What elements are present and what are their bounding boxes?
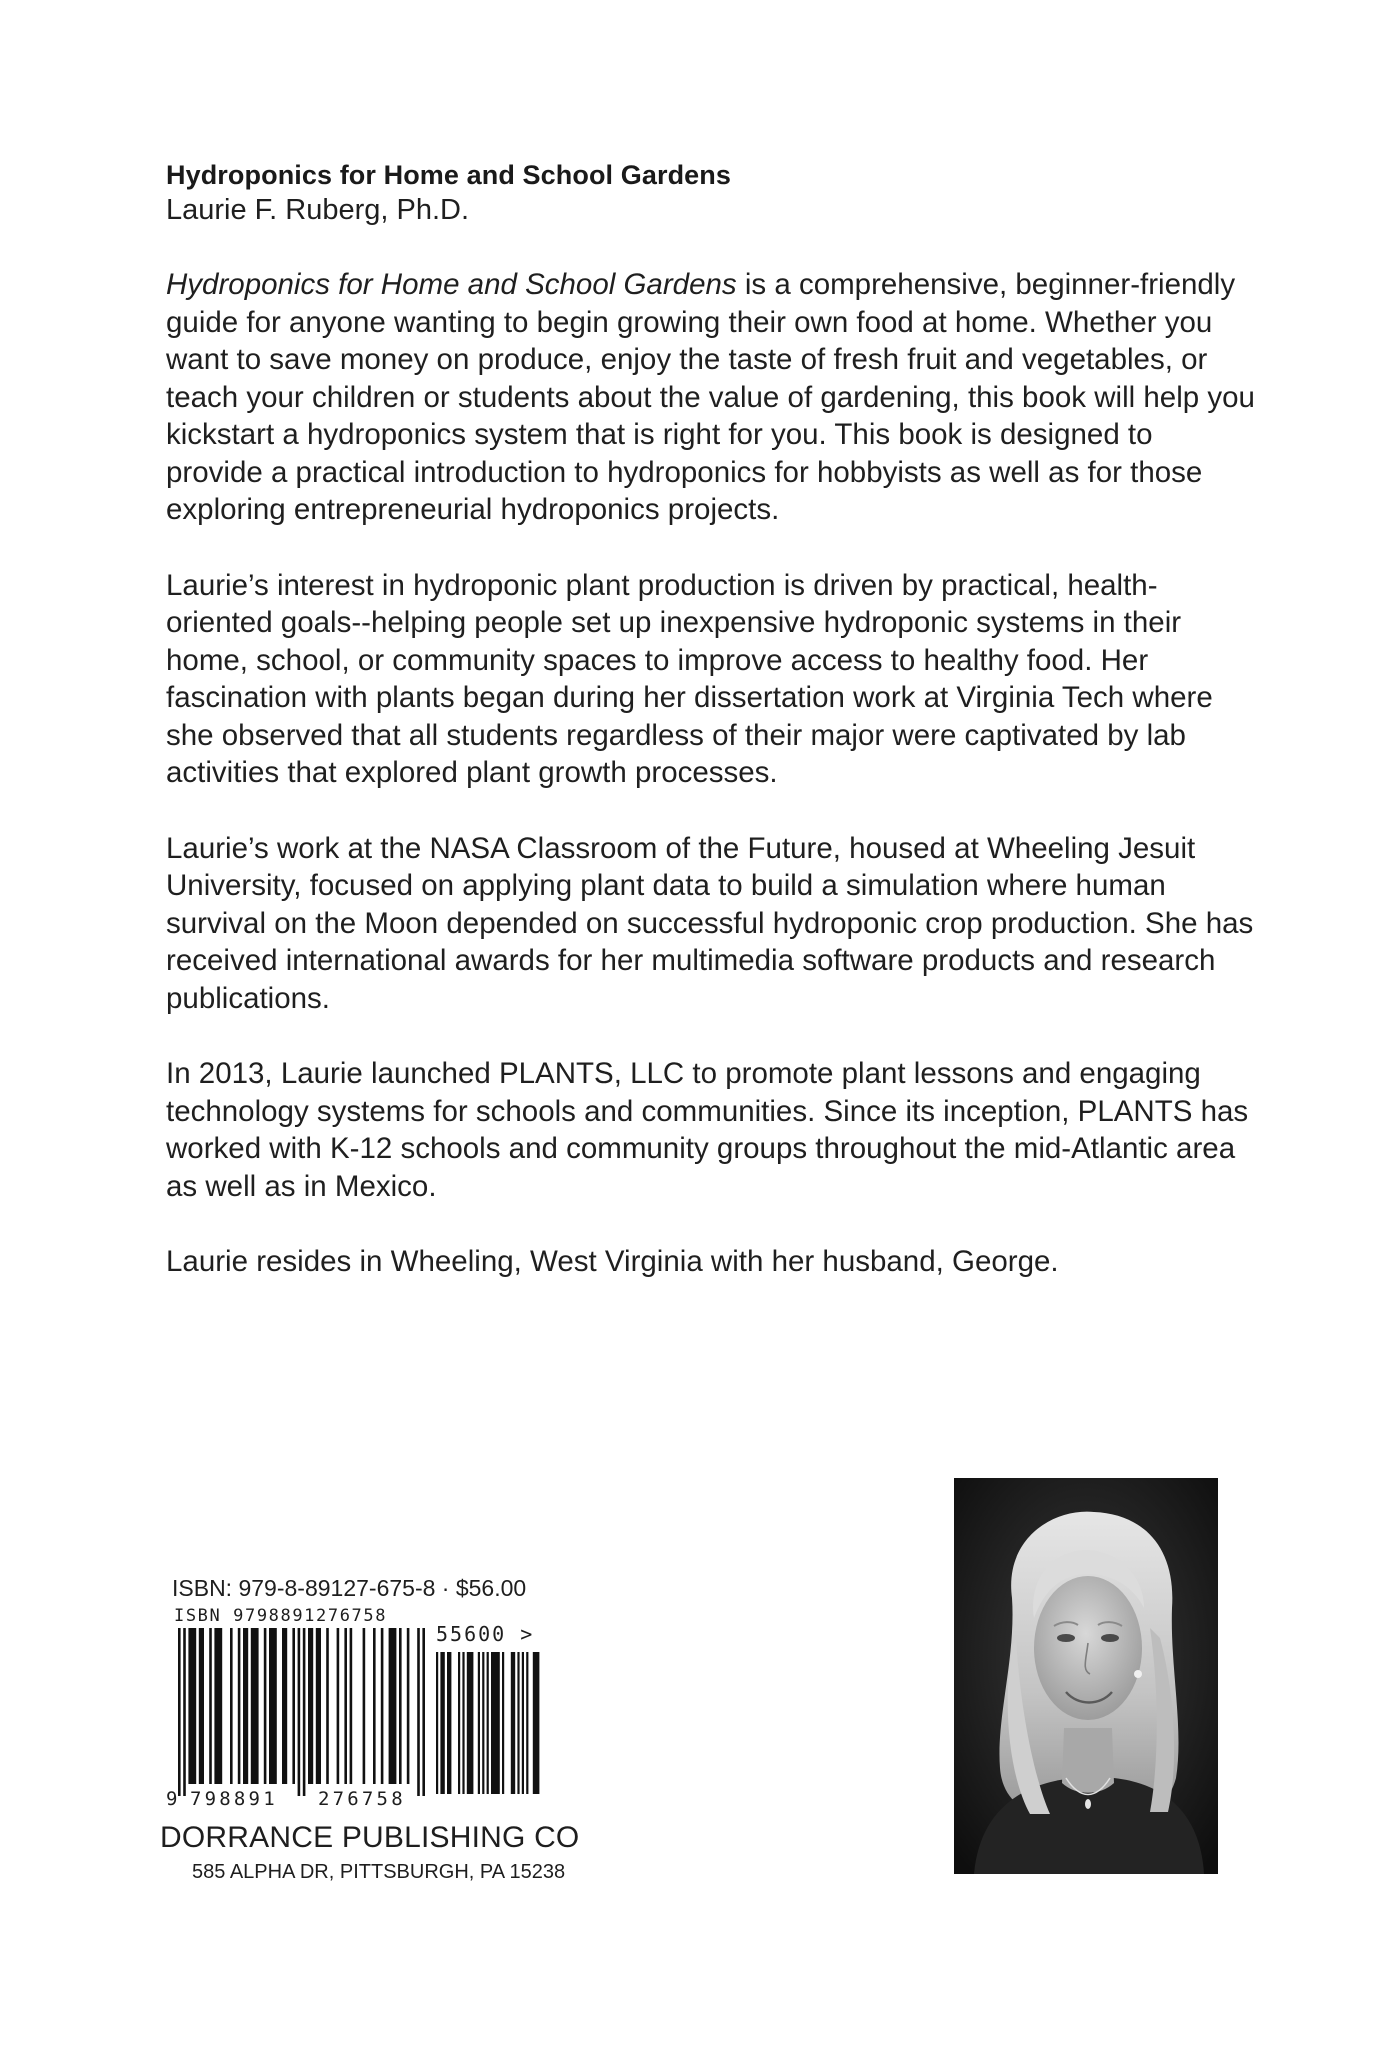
ean-bar (251, 1628, 259, 1784)
ean-bar (422, 1628, 425, 1796)
addon-bar (491, 1652, 500, 1794)
ean-right-digits: 276758 (318, 1788, 406, 1810)
book-title: Hydroponics for Home and School Gardens (166, 160, 731, 190)
ean-bar (238, 1628, 241, 1784)
ean-bar (344, 1628, 347, 1784)
addon-bar (440, 1652, 444, 1794)
addon-bar (482, 1652, 484, 1794)
ean-bar (230, 1628, 233, 1784)
addon-bar (517, 1652, 519, 1794)
ean-left-digits: 798891 (190, 1788, 278, 1810)
ean-bar (417, 1628, 420, 1796)
ean-bar (292, 1628, 295, 1784)
ean-bar (326, 1628, 329, 1784)
bio-paragraph-1: Laurie’s interest in hydroponic plant production is driven by practical, health-oriented goals--helping people set up inexpensive hydroponic systems in their home, school, or community spaces to improve access to healthy food. Her fascination with plants began during her dissertation work at Virginia Tech where she observed that all students regardless of their major were captivated by lab activities that explored plant growth processes. (166, 568, 1213, 789)
ean13-barcode (174, 1628, 426, 1798)
ean-bar (199, 1628, 204, 1784)
ean-bar (316, 1628, 321, 1784)
addon-bar (526, 1652, 528, 1794)
ean-bar (178, 1628, 181, 1796)
description-title-italic: Hydroponics for Home and School Gardens (166, 268, 737, 301)
ean-bar (363, 1628, 366, 1784)
description-paragraph (166, 266, 1256, 529)
description-text: is a comprehensive, beginner-friendly guide for anyone wanting to begin growing their own food at home. Whether you want to save money on produce, enjoy the taste of fresh fruit and vegetables, or teach your children or students about the value of gardening, this book will help you kickstart a hydroponics system that is right for you. This book is designed to provide a practical introduction to hydroponics for hobbyists as well as for those exploring entrepreneurial hydroponics projects. (166, 268, 1255, 526)
price-addon-barcode (434, 1652, 544, 1798)
isbn-price-line: ISBN: 979-8-89127-675-8 · $56.00 (172, 1575, 527, 1601)
addon-bar (533, 1652, 540, 1794)
addon-bar (436, 1652, 438, 1794)
bio-paragraph-4: Laurie resides in Wheeling, West Virginia with her husband, George. (166, 1245, 1059, 1278)
bio-paragraph-2: Laurie’s work at the NASA Classroom of the Future, housed at Wheeling Jesuit University, focused on applying plant data to build a simulation where human survival on the Moon depended on successful hydroponic crop production. She has received international awards for her multimedia software products and research publications. (166, 831, 1254, 1015)
ean-bar (209, 1628, 212, 1784)
ean-bar (350, 1628, 353, 1784)
author-portrait-image (954, 1478, 1218, 1874)
author-photo (954, 1478, 1218, 1874)
ean-bar (188, 1628, 196, 1784)
publisher-address: 585 ALPHA DR, PITTSBURGH, PA 15238 (192, 1861, 566, 1883)
addon-bar (511, 1652, 515, 1794)
author-name: Laurie F. Ruberg, Ph.D. (166, 194, 470, 226)
ean-bar (243, 1628, 248, 1784)
addon-bar (458, 1652, 460, 1794)
ean-bar (183, 1628, 186, 1796)
ean-bar (308, 1628, 313, 1784)
ean-bar (269, 1628, 277, 1784)
ean-bar (373, 1628, 376, 1784)
ean-bar (399, 1628, 402, 1784)
ean-bar (381, 1628, 384, 1784)
ean-bar (389, 1628, 397, 1784)
ean-bar (337, 1628, 340, 1784)
isbn-barcode-label: ISBN 9798891276758 (174, 1606, 388, 1626)
ean-human-readable (166, 1788, 406, 1810)
addon-bar (478, 1652, 480, 1794)
ean-bar (407, 1628, 410, 1784)
ean-bar (298, 1628, 301, 1796)
price-addon-digits: 55600 > (436, 1622, 535, 1646)
addon-bar (467, 1652, 474, 1794)
ean-bar (282, 1628, 287, 1784)
bio-paragraph-3: In 2013, Laurie launched PLANTS, LLC to promote plant lessons and engaging technology systems for schools and communities. Since its inception, PLANTS has worked with K-12 schools and community groups throughout the mid-Atlantic area as well as in Mexico. (166, 1057, 1249, 1203)
back-cover-copy (166, 158, 1256, 1319)
addon-bar (447, 1652, 451, 1794)
ean-bar (214, 1628, 222, 1784)
publisher-name: DORRANCE PUBLISHING CO (160, 1821, 580, 1854)
addon-bar (502, 1652, 504, 1794)
addon-bar (462, 1652, 464, 1794)
ean-first-digit: 9 (166, 1788, 178, 1810)
addon-bar (487, 1652, 489, 1794)
ean-bar (264, 1628, 267, 1784)
ean-bar (303, 1628, 306, 1796)
addon-bar (522, 1652, 524, 1794)
